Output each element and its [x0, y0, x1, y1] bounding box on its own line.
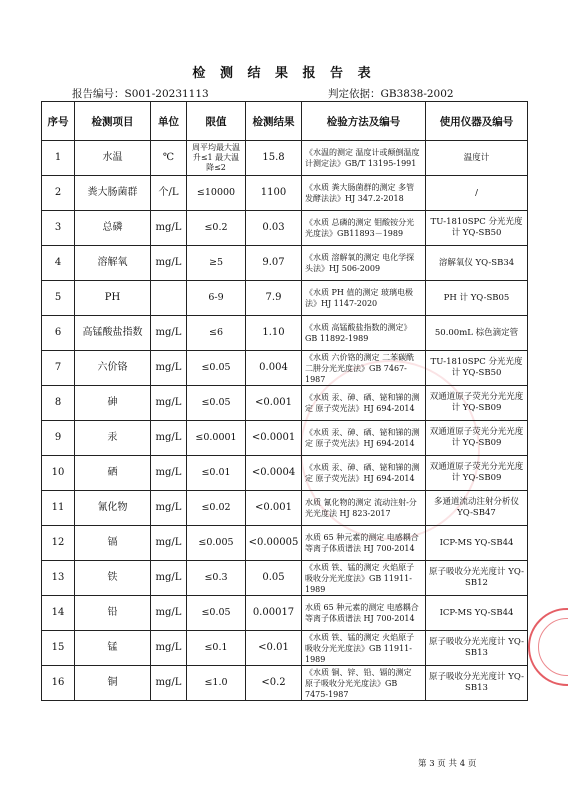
table-row: [42, 596, 528, 631]
col-header-unit: 单位: [151, 102, 187, 141]
table-row: [42, 316, 528, 351]
table-row: [42, 631, 528, 666]
cell-no: 1: [42, 141, 75, 176]
cell-limit: ≤0.02: [187, 491, 246, 526]
cell-unit: 个/L: [151, 176, 187, 211]
cell-no: 13: [42, 561, 75, 596]
official-seal: [528, 608, 568, 686]
cell-result: 1.10: [246, 316, 302, 351]
cell-item: 铁: [75, 561, 151, 596]
col-header-instrument: 使用仪器及编号: [426, 102, 528, 141]
cell-method: 《水质 汞、砷、硒、铋和锑的测定 原子荧光法》HJ 694-2014: [302, 421, 426, 456]
cell-result: 0.05: [246, 561, 302, 596]
cell-no: 7: [42, 351, 75, 386]
cell-method: 《水质 铁、锰的测定 火焰原子吸收分光光度法》GB 11911-1989: [302, 631, 426, 666]
cell-item: PH: [75, 281, 151, 316]
cell-unit: mg/L: [151, 666, 187, 701]
cell-item: 水温: [75, 141, 151, 176]
cell-method: 《水温的测定 温度计或颠倒温度计测定法》GB/T 13195-1991: [302, 141, 426, 176]
cell-unit: mg/L: [151, 421, 187, 456]
cell-instrument: 双通道原子荧光分光光度计 YQ-SB09: [426, 456, 528, 491]
cell-result: 0.00017: [246, 596, 302, 631]
cell-item: 锰: [75, 631, 151, 666]
cell-result: 0.03: [246, 211, 302, 246]
cell-unit: mg/L: [151, 211, 187, 246]
cell-unit: ℃: [151, 141, 187, 176]
cell-item: 氰化物: [75, 491, 151, 526]
cell-no: 16: [42, 666, 75, 701]
cell-result: <0.001: [246, 386, 302, 421]
table-row: [42, 351, 528, 386]
official-seal-inner-ring: [538, 618, 568, 676]
cell-instrument: 多通道流动注射分析仪 YQ-SB47: [426, 491, 528, 526]
table-row: [42, 491, 528, 526]
cell-item: 铜: [75, 666, 151, 701]
cell-unit: mg/L: [151, 351, 187, 386]
cell-result: <0.00005: [246, 526, 302, 561]
cell-unit: mg/L: [151, 246, 187, 281]
cell-item: 总磷: [75, 211, 151, 246]
cell-instrument: /: [426, 176, 528, 211]
cell-result: <0.0001: [246, 421, 302, 456]
table-row: [42, 281, 528, 316]
cell-method: 《水质 粪大肠菌群的测定 多管发酵法法》HJ 347.2-2018: [302, 176, 426, 211]
cell-method: 《水质 六价铬的测定 二苯碳酰二肼分光光度法》GB 7467-1987: [302, 351, 426, 386]
cell-no: 4: [42, 246, 75, 281]
cell-instrument: 双通道原子荧光分光光度计 YQ-SB09: [426, 421, 528, 456]
cell-item: 粪大肠菌群: [75, 176, 151, 211]
cell-limit: ≤0.05: [187, 351, 246, 386]
cell-limit: 6-9: [187, 281, 246, 316]
col-header-limit: 限值: [187, 102, 246, 141]
cell-item: 汞: [75, 421, 151, 456]
table-row: [42, 246, 528, 281]
cell-method: 《水质 汞、砷、硒、铋和锑的测定 原子荧光法》HJ 694-2014: [302, 456, 426, 491]
cell-result: 9.07: [246, 246, 302, 281]
cell-instrument: 原子吸收分光光度计 YQ-SB13: [426, 631, 528, 666]
cell-no: 14: [42, 596, 75, 631]
cell-instrument: 双通道原子荧光分光光度计 YQ-SB09: [426, 386, 528, 421]
cell-limit: ≤0.05: [187, 386, 246, 421]
col-header-item: 检测项目: [75, 102, 151, 141]
cell-method: 《水质 高锰酸盐指数的测定》GB 11892-1989: [302, 316, 426, 351]
cell-limit: ≤0.2: [187, 211, 246, 246]
cell-no: 2: [42, 176, 75, 211]
cell-result: 7.9: [246, 281, 302, 316]
cell-limit: ≤0.1: [187, 631, 246, 666]
cell-instrument: 50.00mL 棕色滴定管: [426, 316, 528, 351]
cell-limit: ≤0.05: [187, 596, 246, 631]
cell-no: 11: [42, 491, 75, 526]
cell-method: 《水质 铁、锰的测定 火焰原子吸收分光光度法》GB 11911-1989: [302, 561, 426, 596]
table-row: [42, 526, 528, 561]
cell-limit: ≤0.01: [187, 456, 246, 491]
cell-no: 9: [42, 421, 75, 456]
cell-method: 《水质 溶解氧的测定 电化学探头法》HJ 506-2009: [302, 246, 426, 281]
cell-result: 0.004: [246, 351, 302, 386]
cell-instrument: 原子吸收分光光度计 YQ-SB12: [426, 561, 528, 596]
cell-instrument: TU-1810SPC 分光光度计 YQ-SB50: [426, 351, 528, 386]
table-header-row: [42, 102, 528, 141]
cell-limit: 周平均最大温升≤1 最大温降≤2: [187, 141, 246, 176]
cell-instrument: TU-1810SPC 分光光度计 YQ-SB50: [426, 211, 528, 246]
cell-no: 10: [42, 456, 75, 491]
cell-method: 《水质 PH 值的测定 玻璃电极法》HJ 1147-2020: [302, 281, 426, 316]
cell-limit: ≤6: [187, 316, 246, 351]
cell-method: 水质 65 种元素的测定 电感耦合等离子体质谱法 HJ 700-2014: [302, 526, 426, 561]
cell-item: 高锰酸盐指数: [75, 316, 151, 351]
cell-instrument: 原子吸收分光光度计 YQ-SB13: [426, 666, 528, 701]
page-number: 第 3 页 共 4 页: [418, 759, 477, 769]
col-header-method: 检验方法及编号: [302, 102, 426, 141]
col-header-result: 检测结果: [246, 102, 302, 141]
cell-method: 水质 65 种元素的测定 电感耦合等离子体质谱法 HJ 700-2014: [302, 596, 426, 631]
table-row: [42, 386, 528, 421]
cell-item: 砷: [75, 386, 151, 421]
cell-result: <0.2: [246, 666, 302, 701]
cell-result: <0.001: [246, 491, 302, 526]
page-title: 检 测 结 果 报 告 表: [192, 66, 376, 81]
cell-limit: ≥5: [187, 246, 246, 281]
cell-item: 溶解氧: [75, 246, 151, 281]
cell-method: 水质 氰化物的测定 流动注射-分光光度法 HJ 823-2017: [302, 491, 426, 526]
cell-instrument: ICP-MS YQ-SB44: [426, 596, 528, 631]
cell-unit: mg/L: [151, 596, 187, 631]
cell-unit: mg/L: [151, 631, 187, 666]
cell-limit: ≤0.3: [187, 561, 246, 596]
table-row: [42, 456, 528, 491]
cell-item: 镉: [75, 526, 151, 561]
cell-limit: ≤1.0: [187, 666, 246, 701]
cell-unit: mg/L: [151, 316, 187, 351]
cell-limit: ≤0.0001: [187, 421, 246, 456]
cell-item: 六价铬: [75, 351, 151, 386]
col-header-no: 序号: [42, 102, 75, 141]
cell-unit: mg/L: [151, 456, 187, 491]
cell-limit: ≤0.005: [187, 526, 246, 561]
cell-method: 《水质 总磷的测定 钼酸铵分光光度法》GB11893－1989: [302, 211, 426, 246]
cell-item: 硒: [75, 456, 151, 491]
table-row: [42, 176, 528, 211]
cell-unit: mg/L: [151, 561, 187, 596]
cell-result: <0.01: [246, 631, 302, 666]
cell-result: 15.8: [246, 141, 302, 176]
cell-unit: [151, 281, 187, 316]
table-row: [42, 666, 528, 701]
cell-instrument: 温度计: [426, 141, 528, 176]
cell-unit: mg/L: [151, 491, 187, 526]
table-row: [42, 211, 528, 246]
cell-instrument: ICP-MS YQ-SB44: [426, 526, 528, 561]
table-row: [42, 561, 528, 596]
cell-method: 《水质 汞、砷、硒、铋和锑的测定 原子荧光法》HJ 694-2014: [302, 386, 426, 421]
cell-no: 3: [42, 211, 75, 246]
judgment-basis: 判定依据：GB3838-2002: [328, 88, 454, 100]
cell-no: 6: [42, 316, 75, 351]
table-row: [42, 141, 528, 176]
cell-no: 12: [42, 526, 75, 561]
cell-no: 5: [42, 281, 75, 316]
cell-result: 1100: [246, 176, 302, 211]
cell-no: 8: [42, 386, 75, 421]
report-number: 报告编号：S001-20231113: [72, 88, 209, 100]
cell-instrument: PH 计 YQ-SB05: [426, 281, 528, 316]
results-table: [41, 101, 528, 701]
cell-method: 《水质 铜、锌、铅、镉的测定 原子吸收分光光度法》GB 7475-1987: [302, 666, 426, 701]
cell-unit: mg/L: [151, 386, 187, 421]
cell-unit: mg/L: [151, 526, 187, 561]
table-row: [42, 421, 528, 456]
cell-no: 15: [42, 631, 75, 666]
cell-instrument: 溶解氧仪 YQ-SB34: [426, 246, 528, 281]
cell-item: 铅: [75, 596, 151, 631]
cell-result: <0.0004: [246, 456, 302, 491]
cell-limit: ≤10000: [187, 176, 246, 211]
